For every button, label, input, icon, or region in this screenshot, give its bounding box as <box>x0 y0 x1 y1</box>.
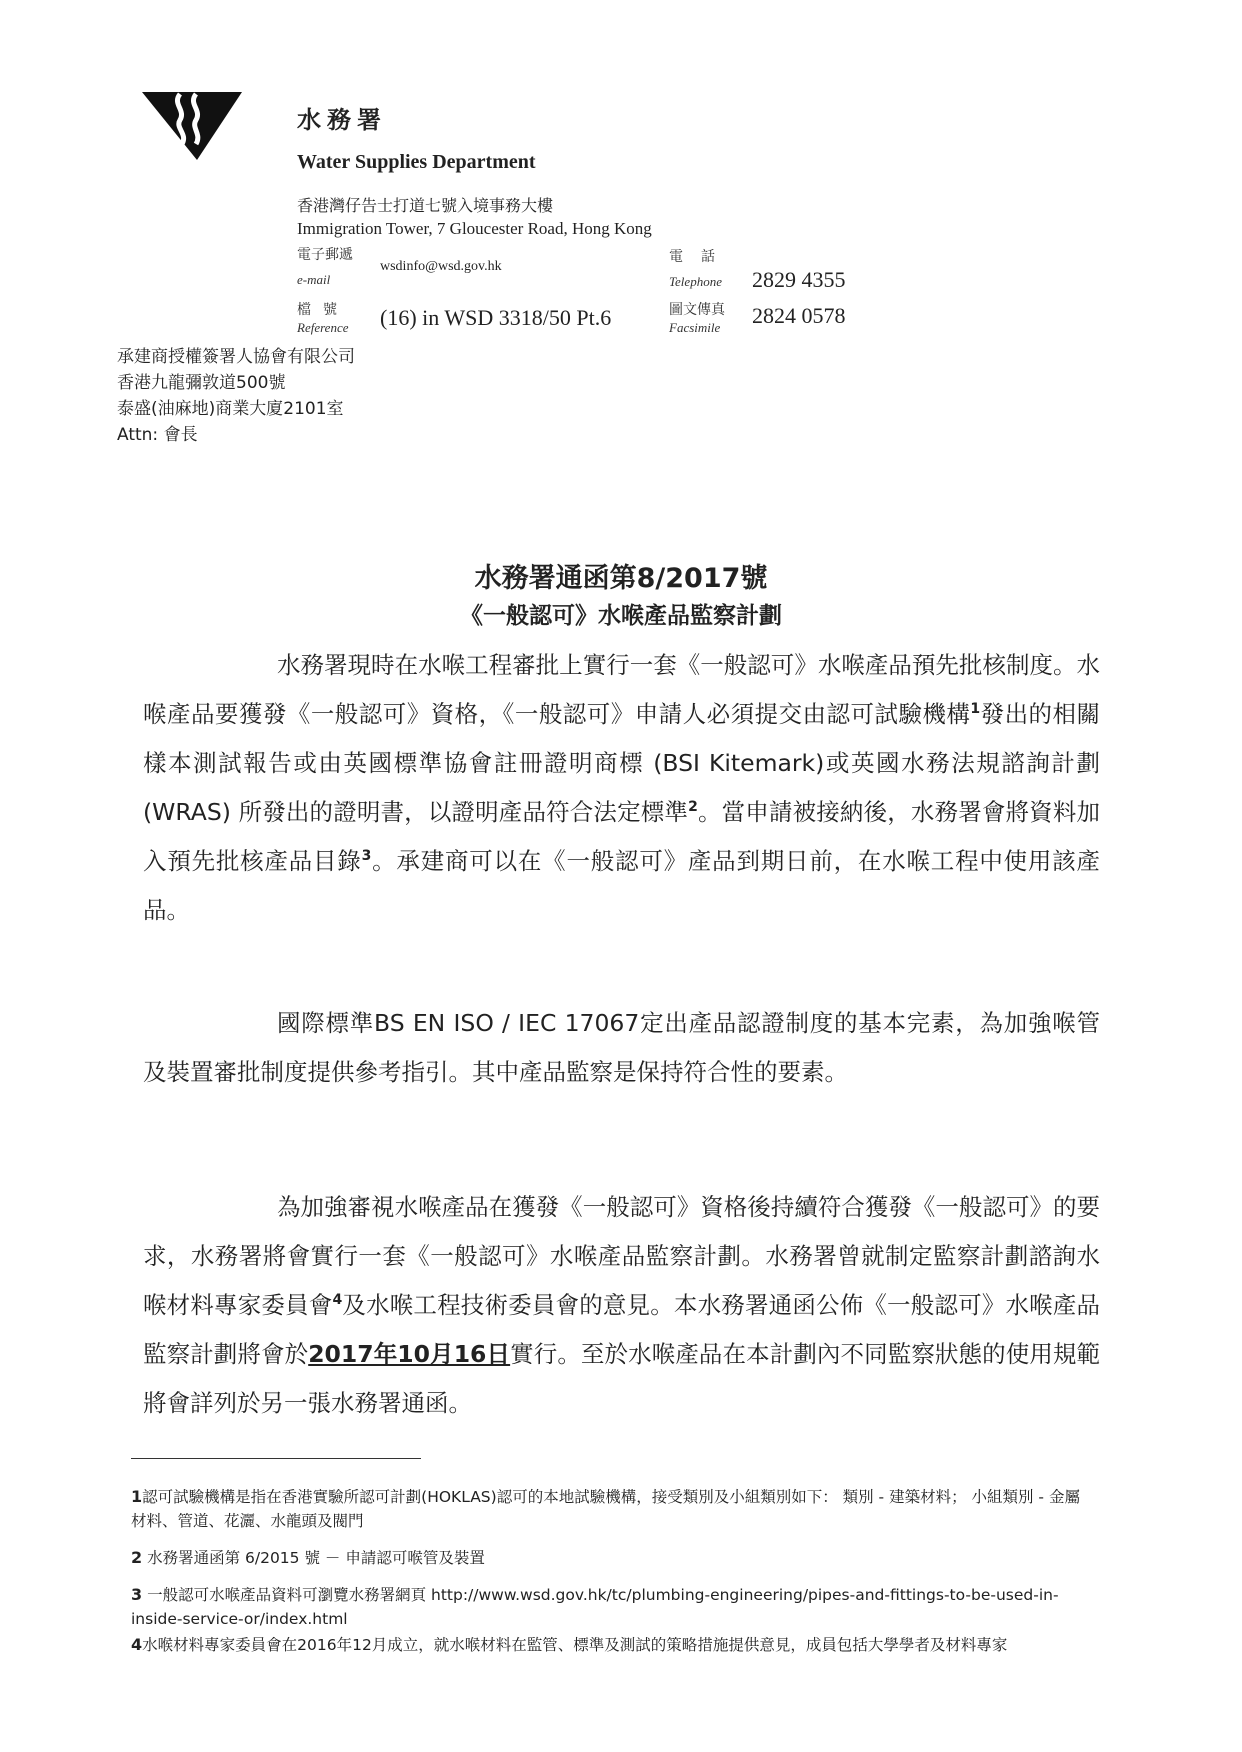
footnote-number: 2 <box>131 1548 143 1567</box>
footnote-ref: 2 <box>688 799 698 815</box>
footnote-3 <box>131 1583 1091 1631</box>
text-run: 為加強審視水喉產品在獲發《一般認可》資格後持續符合獲發《一般認可》的要求，水務署將會實行一套《一般認可》水喉產品監察計劃。水務署曾就制定監察計劃諮詢水喉材料專家委員會 <box>143 1193 1100 1319</box>
wsd-logo-icon <box>142 90 242 162</box>
footnote-number: 1 <box>131 1487 143 1506</box>
text-run: 實行。至於水喉產品在本計劃內不同監察狀態的使用規範將會詳列於另一張水務署通函。 <box>143 1340 1101 1417</box>
dept-name-zh: 水務署 <box>297 106 387 134</box>
telephone-label-en: Telephone <box>669 274 722 289</box>
addressee-line: 泰盛(油麻地)商業大廈2101室 <box>117 399 344 419</box>
text-run: 。當申請被接納後，水務署會將資料加入預先批核產品目錄 <box>143 798 1100 875</box>
telephone-label-zh: 電話 <box>669 249 733 265</box>
footnote-4 <box>131 1633 1091 1657</box>
reference-label-en: Reference <box>297 320 349 335</box>
text-run: 及水喉工程技術委員會的意見。本水務署通函公佈《一般認可》水喉產品監察計劃將會於 <box>143 1291 1101 1368</box>
reference-label-zh: 檔號 <box>297 302 349 318</box>
footnote-number: 4 <box>131 1635 143 1654</box>
text-run: 發出的相關樣本測試報告或由英國標準協會註冊證明商標 (BSI Kitemark)或英國水務法規諮詢計劃 (WRAS) 所發出的證明書，以證明產品符合法定標準 <box>143 700 1101 826</box>
dept-name-en: Water Supplies Department <box>297 151 536 173</box>
address-en: Immigration Tower, 7 Gloucester Road, Hong Kong <box>297 219 652 238</box>
body-paragraph-3 <box>143 1183 1100 1428</box>
footnote-ref: 3 <box>361 848 372 864</box>
addressee-line: Attn: 會長 <box>117 425 198 445</box>
footnote-text: 認可試驗機構是指在香港實驗所認可計劃(HOKLAS)認可的本地試驗機構，接受類別及小組類別如下： 類別 - 建築材料； 小組類別 - 金屬材料、管道、花灑、水龍頭及閥門 <box>131 1488 1080 1530</box>
fax-label-zh: 圖文傳真 <box>669 302 725 318</box>
email-value: wsdinfo@wsd.gov.hk <box>380 259 502 274</box>
footnote-ref: 4 <box>332 1292 343 1308</box>
footnote-ref: 1 <box>970 701 981 717</box>
email-label-en: e-mail <box>297 272 331 287</box>
telephone-value: 2829 4355 <box>752 267 846 292</box>
circular-title: 水務署通函第8/2017號 <box>474 563 768 594</box>
body-paragraph-1 <box>143 641 1100 935</box>
email-label-zh: 電子郵遞 <box>297 247 353 263</box>
circular-subtitle: 《一般認可》水喉產品監察計劃 <box>460 603 782 629</box>
footnote-1 <box>131 1485 1091 1533</box>
footnote-text: 水務署通函第 6/2015 號 － 申請認可喉管及裝置 <box>147 1549 485 1567</box>
fax-label-en: Facsimile <box>669 320 721 335</box>
text-run: 水務署現時在水喉工程審批上實行一套《一般認可》水喉產品預先批核制度。水喉產品要獲發《一般認可》資格，《一般認可》申請人必須提交由認可試驗機構 <box>143 651 1100 728</box>
addressee-line: 承建商授權簽署人協會有限公司 <box>117 347 355 367</box>
effective-date: 2017年10月16日 <box>308 1340 511 1368</box>
footnote-text: 一般認可水喉產品資料可瀏覽水務署網頁 http://www.wsd.gov.hk/tc/plumbing-engineering/pipes-and-fittings-to-be-used-in-inside-service-or/index.html <box>131 1586 1059 1628</box>
address-zh: 香港灣仔告士打道七號入境事務大樓 <box>297 196 554 215</box>
footnote-divider <box>131 1458 421 1459</box>
fax-value: 2824 0578 <box>752 303 846 328</box>
footnote-2 <box>131 1546 1091 1570</box>
addressee-block <box>117 344 355 448</box>
footnote-text: 水喉材料專家委員會在2016年12月成立，就水喉材料在監管、標準及測試的策略措施提供意見，成員包括大學學者及材料專家 <box>142 1636 1008 1654</box>
reference-value: (16) in WSD 3318/50 Pt.6 <box>380 305 612 330</box>
addressee-line: 香港九龍彌敦道500號 <box>117 373 286 393</box>
text-run: 。承建商可以在《一般認可》產品到期日前，在水喉工程中使用該產品。 <box>143 847 1101 924</box>
body-paragraph-2: 國際標準BS EN ISO / IEC 17067定出產品認證制度的基本完素，為加強喉管及裝置審批制度提供參考指引。其中產品監察是保持符合性的要素。 <box>143 1009 1100 1086</box>
footnote-number: 3 <box>131 1585 143 1604</box>
